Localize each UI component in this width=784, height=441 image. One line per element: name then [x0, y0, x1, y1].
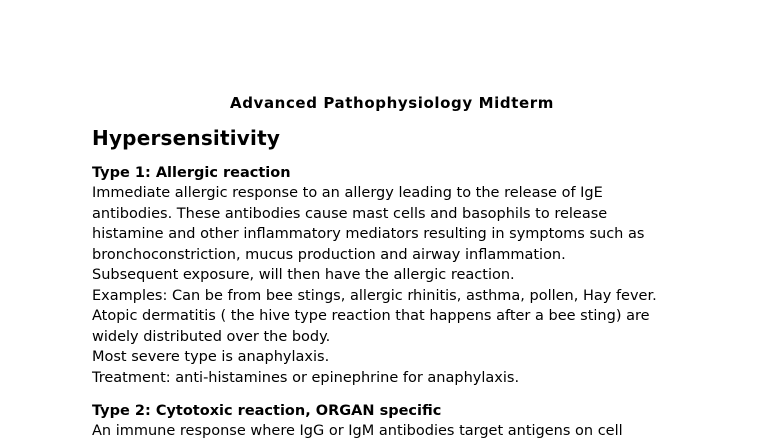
type-1-line: Atopic dermatitis ( the hive type reaction that happens after a bee sting) are — [92, 308, 650, 324]
type-2-section — [92, 401, 772, 441]
document-title: Advanced Pathophysiology Midterm — [230, 94, 554, 112]
type-1-line: widely distributed over the body. — [92, 328, 331, 345]
type-1-heading: Type 1: Allergic reaction — [92, 165, 291, 181]
type-1-line: Examples: Can be from bee stings, allergic rhinitis, asthma, pollen, Hay fever. — [92, 287, 657, 304]
type-2-heading: Type 2: Cytotoxic reaction, ORGAN specific — [92, 403, 442, 419]
type-2-line: An immune response where IgG or IgM antibodies target antigens on cell — [92, 423, 623, 439]
type-1-line: antibodies. These antibodies cause mast cells and basophils to release — [92, 205, 608, 222]
type-1-line: Subsequent exposure, will then have the allergic reaction. — [92, 267, 515, 283]
type-1-line: Most severe type is anaphylaxis. — [92, 349, 330, 365]
type-1-line: Treatment: anti-histamines or epinephrine for anaphylaxis. — [92, 369, 520, 386]
section-heading-hypersensitivity: Hypersensitivity — [92, 126, 281, 150]
type-1-section — [92, 163, 772, 388]
type-1-line: histamine and other inflammatory mediators resulting in symptoms such as — [92, 226, 645, 242]
type-1-line: Immediate allergic response to an allergy leading to the release of IgE — [92, 185, 603, 201]
type-1-line: bronchoconstriction, mucus production and airway inflammation. — [92, 246, 566, 263]
